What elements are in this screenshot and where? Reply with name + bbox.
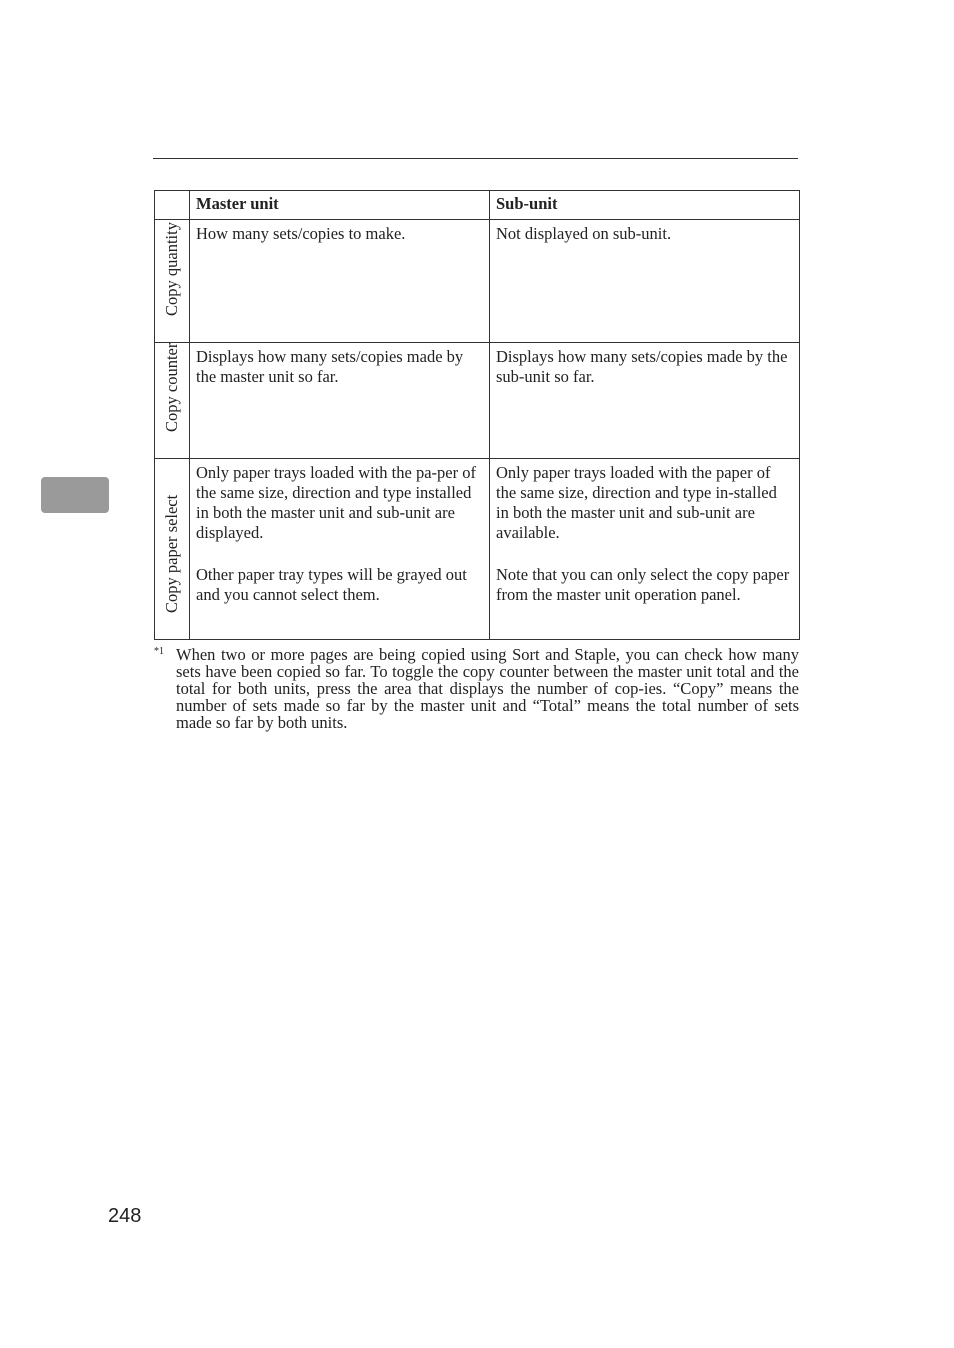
table-row xyxy=(155,343,800,459)
footnote-text: When two or more pages are being copied using Sort and Staple, you can check how many sets have been copied so far. To toggle the copy counter between the master unit total and the total for both units, press the area that displays the number of cop-ies. “Copy” means the number of sets made so far by the master unit and “Total” means the total number of sets made so far by both units. xyxy=(176,645,799,732)
row-label: Copy counter xyxy=(162,342,181,432)
sub-cell xyxy=(490,459,800,640)
cell-text: Other paper tray types will be grayed out and you cannot select them. xyxy=(196,565,467,604)
footnote xyxy=(154,646,799,731)
footnote-mark: *1 xyxy=(154,646,164,657)
header-master-unit: Master unit xyxy=(190,191,490,220)
cell-text: Only paper trays loaded with the pa-per of the same size, direction and type installed in both the master unit and sub-unit are displayed. xyxy=(196,463,476,542)
chapter-tab xyxy=(41,477,109,513)
sub-cell xyxy=(490,343,800,459)
cell-text: Note that you can only select the copy paper from the master unit operation panel. xyxy=(496,565,790,604)
comparison-table xyxy=(154,190,800,640)
master-cell xyxy=(190,220,490,343)
cell-text: Only paper trays loaded with the paper of the same size, direction and type in-stalled in both the master unit and sub-unit are available. xyxy=(496,463,777,542)
row-label: Copy quantity xyxy=(162,222,181,316)
table-header-row xyxy=(155,191,800,220)
header-sub-unit: Sub-unit xyxy=(490,191,800,220)
master-cell xyxy=(190,459,490,640)
row-label-cell xyxy=(155,459,190,640)
row-label-cell xyxy=(155,343,190,459)
page-number: 248 xyxy=(108,1205,142,1227)
header-rule xyxy=(153,158,798,159)
cell-text: Displays how many sets/copies made by the master unit so far. xyxy=(196,347,464,386)
table-row xyxy=(155,459,800,640)
cell-text: How many sets/copies to make. xyxy=(196,224,406,243)
header-empty xyxy=(155,191,190,220)
row-label-cell xyxy=(155,220,190,343)
row-label: Copy paper select xyxy=(162,494,181,613)
cell-text: Displays how many sets/copies made by the sub-unit so far. xyxy=(496,347,788,386)
table-row xyxy=(155,220,800,343)
sub-cell xyxy=(490,220,800,343)
cell-text: Not displayed on sub-unit. xyxy=(496,224,672,243)
master-cell xyxy=(190,343,490,459)
